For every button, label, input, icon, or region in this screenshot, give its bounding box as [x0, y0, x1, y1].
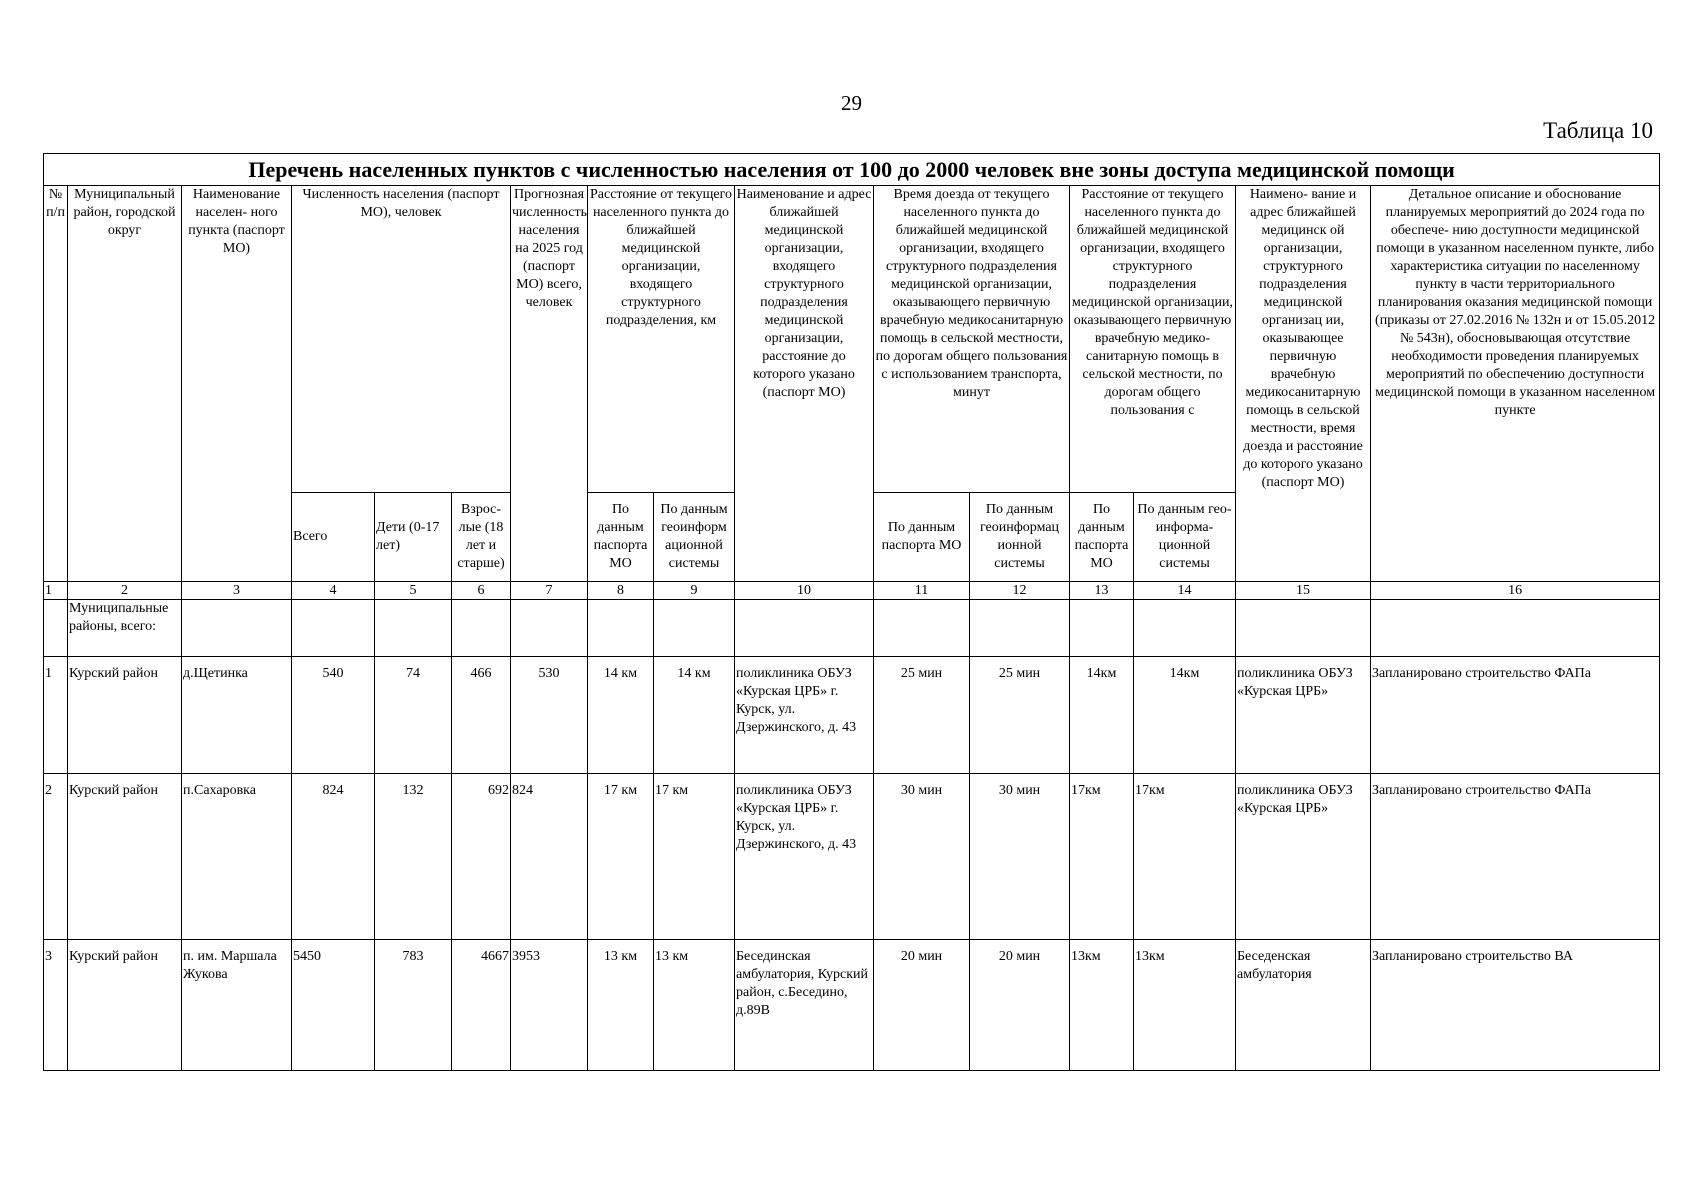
column-numbers-row	[44, 582, 1660, 600]
header-population: Численность населения (паспорт МО), человек	[292, 186, 511, 493]
row-distance2-passport: 17км	[1070, 774, 1134, 940]
row-plan: Запланировано строительство ФАПа	[1371, 657, 1660, 774]
page-number: 29	[841, 91, 862, 115]
row-settlement: п. им. Маршала Жукова	[182, 940, 292, 1071]
header-settlement: Наименование населен- ного пункта (паспорт МО)	[182, 186, 292, 582]
column-number: 10	[735, 582, 874, 600]
row-distance2-gis: 17км	[1134, 774, 1236, 940]
row-district: Курский район	[68, 940, 182, 1071]
column-number: 15	[1236, 582, 1371, 600]
header-distance2-gis: По данным гео- информа- ционной системы	[1134, 493, 1236, 582]
row-distance2-passport: 14км	[1070, 657, 1134, 774]
row-distance-passport: 13 км	[588, 940, 654, 1071]
header-time-passport: По данным паспорта МО	[874, 493, 970, 582]
row-time-passport: 25 мин	[874, 657, 970, 774]
row-distance2-gis: 14км	[1134, 657, 1236, 774]
row-forecast: 3953	[511, 940, 588, 1071]
row-distance2-passport: 13км	[1070, 940, 1134, 1071]
row-total: 824	[292, 774, 375, 940]
header-number: № п/п	[44, 186, 68, 582]
row-number: 1	[44, 657, 68, 774]
row-plan: Запланировано строительство ВА	[1371, 940, 1660, 1071]
row-time-gis: 20 мин	[970, 940, 1070, 1071]
header-district: Муниципальный район, городской округ	[68, 186, 182, 582]
row-time-gis: 25 мин	[970, 657, 1070, 774]
column-number: 8	[588, 582, 654, 600]
row-adults: 692	[452, 774, 511, 940]
table-label: Таблица 10	[1543, 118, 1653, 143]
column-number: 2	[68, 582, 182, 600]
row-district: Курский район	[68, 657, 182, 774]
row-adults: 4667	[452, 940, 511, 1071]
header-time-gis: По данным геоинформац ионной системы	[970, 493, 1070, 582]
row-time-passport: 30 мин	[874, 774, 970, 940]
column-number: 5	[375, 582, 452, 600]
row-distance-passport: 14 км	[588, 657, 654, 774]
summary-label: Муниципальные районы, всего:	[68, 600, 182, 657]
summary-row	[44, 600, 1660, 657]
header-organization-primary-care: Наимено- вание и адрес ближайшей медицинск ой организации, структурного подразделения медицинской организац ии, оказывающее первичную врачебную медикосанитарную помощь в сельской местности, время доезда и расстояние до которого указано (паспорт МО)	[1236, 186, 1371, 582]
settlements-table	[43, 153, 1660, 1071]
table-row	[44, 657, 1660, 774]
row-time-gis: 30 мин	[970, 774, 1070, 940]
column-number: 11	[874, 582, 970, 600]
row-number: 2	[44, 774, 68, 940]
row-organization-primary-care: Беседенская амбулатория	[1236, 940, 1371, 1071]
column-number: 6	[452, 582, 511, 600]
header-children: Дети (0-17 лет)	[375, 493, 452, 582]
header-organization: Наименование и адрес ближайшей медицинской организации, входящего структурного подразделения медицинской организации, расстояние до которого указано (паспорт МО)	[735, 186, 874, 582]
table-row	[44, 940, 1660, 1071]
row-adults: 466	[452, 657, 511, 774]
column-number: 12	[970, 582, 1070, 600]
row-organization-primary-care: поликлиника ОБУЗ «Курская ЦРБ»	[1236, 774, 1371, 940]
row-children: 74	[375, 657, 452, 774]
row-distance-gis: 13 км	[654, 940, 735, 1071]
table-title: Перечень населенных пунктов с численностью населения от 100 до 2000 человек вне зоны доступа медицинской помощи	[44, 154, 1660, 186]
row-distance-gis: 17 км	[654, 774, 735, 940]
column-number: 13	[1070, 582, 1134, 600]
row-distance-passport: 17 км	[588, 774, 654, 940]
column-number: 1	[44, 582, 68, 600]
row-organization: поликлиника ОБУЗ «Курская ЦРБ» г. Курск, ул. Дзержинского, д. 43	[735, 774, 874, 940]
row-children: 783	[375, 940, 452, 1071]
header-forecast: Прогнозная численность населения на 2025 год (паспорт МО) всего, человек	[511, 186, 588, 582]
row-time-passport: 20 мин	[874, 940, 970, 1071]
header-distance2-passport: По данным паспорта МО	[1070, 493, 1134, 582]
header-travel-time: Время доезда от текущего населенного пункта до ближайшей медицинской организации, входящего структурного подразделения медицинской организации, оказывающего первичную врачебную медикосанитарную помощь в сельской местности, по дорогам общего пользования с использованием транспорта, минут	[874, 186, 1070, 493]
header-description: Детальное описание и обоснование планируемых мероприятий до 2024 года по обеспече- нию доступности медицинской помощи в указанном населенном пункте, либо характеристика ситуации по населенному пункту в части территориального планирования оказания медицинской помощи (приказы от 27.02.2016 № 132н и от 15.05.2012 № 543н), обосновывающая отсутствие необходимости проведения планируемых мероприятий по обеспечению доступности медицинской помощи в указанном населенном пункте	[1371, 186, 1660, 582]
column-number: 9	[654, 582, 735, 600]
row-total: 540	[292, 657, 375, 774]
header-distance: Расстояние от текущего населенного пункта до ближайшей медицинской организации, входящего структурного подразделения, км	[588, 186, 735, 493]
table-row	[44, 774, 1660, 940]
row-settlement: п.Сахаровка	[182, 774, 292, 940]
row-children: 132	[375, 774, 452, 940]
row-number: 3	[44, 940, 68, 1071]
row-district: Курский район	[68, 774, 182, 940]
column-number: 4	[292, 582, 375, 600]
row-distance-gis: 14 км	[654, 657, 735, 774]
row-forecast: 824	[511, 774, 588, 940]
row-distance2-gis: 13км	[1134, 940, 1236, 1071]
header-distance-primary-care: Расстояние от текущего населенного пункта до ближайшей медицинской организации, входящего структурного подразделения медицинской организации, оказывающего первичную врачебную медико- санитарную помощь в сельской местности, по дорогам общего пользования с	[1070, 186, 1236, 493]
row-organization: Бесединская амбулатория, Курский район, с.Беседино, д.89В	[735, 940, 874, 1071]
column-number: 14	[1134, 582, 1236, 600]
column-number: 7	[511, 582, 588, 600]
row-organization-primary-care: поликлиника ОБУЗ «Курская ЦРБ»	[1236, 657, 1371, 774]
row-organization: поликлиника ОБУЗ «Курская ЦРБ» г. Курск, ул. Дзержинского, д. 43	[735, 657, 874, 774]
header-distance-gis: По данным геоинформ ационной системы	[654, 493, 735, 582]
header-total: Всего	[292, 493, 375, 582]
row-settlement: д.Щетинка	[182, 657, 292, 774]
column-number: 16	[1371, 582, 1660, 600]
row-total: 5450	[292, 940, 375, 1071]
column-number: 3	[182, 582, 292, 600]
header-adults: Взрос- лые (18 лет и старше)	[452, 493, 511, 582]
row-plan: Запланировано строительство ФАПа	[1371, 774, 1660, 940]
row-forecast: 530	[511, 657, 588, 774]
header-distance-passport: По данным паспорта МО	[588, 493, 654, 582]
